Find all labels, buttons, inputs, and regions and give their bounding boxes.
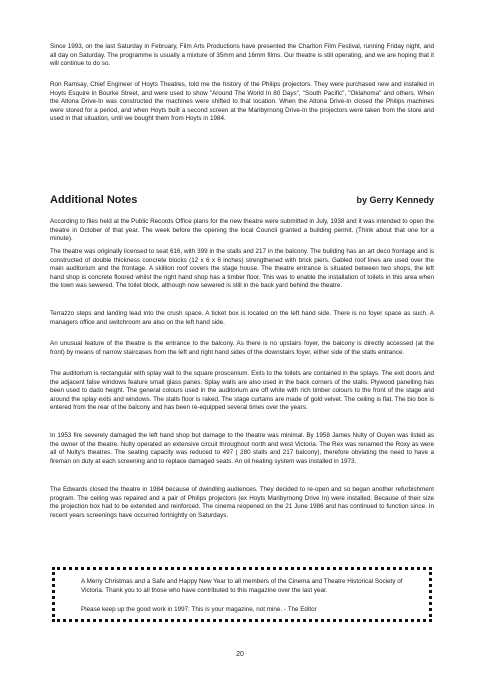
paragraph-fire: In 1953 fire severely damaged the left hand shop but damage to the theatre was minimal. By 1958 James Nulty of Ouyen was listed as the owner of the theatre. Nulty operated an extensive circuit throughout north and west Victoria. The Rex was renamed the Roxy as were all of Nulty's theatres. The seating capacity was reduced to 497 ( 280 stalls and 217 balcony), therefore obviating the need to have a fireman on duty at each screening and to replace damaged seats. An oil heating system was installed in 1973. (50, 432, 434, 465)
paragraph-reopening: The Edwards closed the theatre in 1984 because of dwindling audiences. They decided to re-open and so began another refurbishment program. The ceiling was repaired and a pair of Philips projectors (ex Hoyts Maribyrnong Drive In) were installed. Because of their size the projection box had to be extended and reinforced. The cinema reopened on the 21 June 1986 and has continued to function since. In recent years screenings have occurred fortnightly on Saturdays. (50, 486, 434, 519)
section-heading: Additional Notes (50, 194, 138, 206)
notice-signoff: Please keep up the good work in 1997. This is your magazine, not mine. - The Editor (81, 606, 317, 613)
paragraph-entrance: Terrazzo steps and landing lead into the crush space. A ticket box is located on the left hand side. There is no foyer space as such. A managers office and switchroom are also on the left hand side. (50, 310, 434, 326)
page-number: 20 (236, 651, 244, 658)
editor-notice-box (52, 567, 432, 622)
paragraph-plans: According to files held at the Public Records Office plans for the new theatre were submitted in July, 1938 and it was intended to open the theatre in October of that year. The week before the opening the local Council granted a building permit. (Think about that one for a minute). (50, 218, 434, 242)
paragraph-auditorium: The auditorium is rectangular with splay wall to the square proscenium. Exits to the toilets are contained in the splays. The exit doors and the adjacent false windows feature small glass panes. Splay walls are also used in the back corners of the stalls. Plywood panelling has been used to dado height. The general colours used in the auditorium are off white with rich timber colours to the front of the stage and around the splay exits and windows. The stalls floor is raked. The stage curtains are made of gold velvet. The ceiling is flat. The bio box is entered from the rear of the balcony and has been re-equipped several times over the years. (50, 370, 434, 411)
paragraph-building: The theatre was originally licensed to seat 616, with 399 in the stalls and 217 in the balcony. The building has an art deco frontage and is constructed of double thickness concrete blocks (12 x 6 x 6 inches) strengthened with brick piers. Gabled roof lines are used over the main auditorium and the frontage. A skillion roof covers the stage house. The theatre entrance is situated between two shops, the left hand shop is concrete floored whilst the right hand shop has a timber floor. This was to enable the installation of toilets in this area when the town was sewered. The toilet block, although now sewered is still in the back yard behind the theatre. (50, 248, 434, 289)
section-byline: by Gerry Kennedy (356, 195, 434, 205)
notice-greeting: A Merry Christmas and a Safe and Happy New Year to all members of the Cinema and Theatre Historical Society of Victoria. Thank you to all those who have contributed to this magazine over the last year. (81, 578, 403, 594)
paragraph-festival: Since 1993, on the last Saturday in February, Film Arts Productions have presented the Charlton Film Festival, running Friday night, and all day on Saturday. The programme is usually a mixture of 35mm and 16mm films. Our theatre is still operating, and we are hoping that it will continue to do so. (50, 43, 434, 67)
paragraph-balcony: An unusual feature of the theatre is the entrance to the balcony. As there is no upstairs foyer, the balcony is directly accessed (at the front) by means of narrow staircases from the left and right hand sides of the downstairs foyer, either side of the stalls entrance. (50, 340, 434, 356)
paragraph-projectors: Ron Ramsay, Chief Engineer of Hoyts Theatres, told me the history of the Philips projectors. They were purchased new and installed in Hoyts Esquire in Bourke Street, and were used to show "Around The World In 80 Days", "South Pacific", "Oklahoma" and others. When the Altona Drive-In was constructed the machines were shifted to that location. When the Altona Drive-In closed the Philips machines were stored for a period, and when Hoyts built a second screen at the Maribyrnong Drive-In the projectors were taken from the store and used in that situation, until we bought them from Hoyts in 1984. (50, 81, 434, 122)
section-header (50, 194, 434, 206)
